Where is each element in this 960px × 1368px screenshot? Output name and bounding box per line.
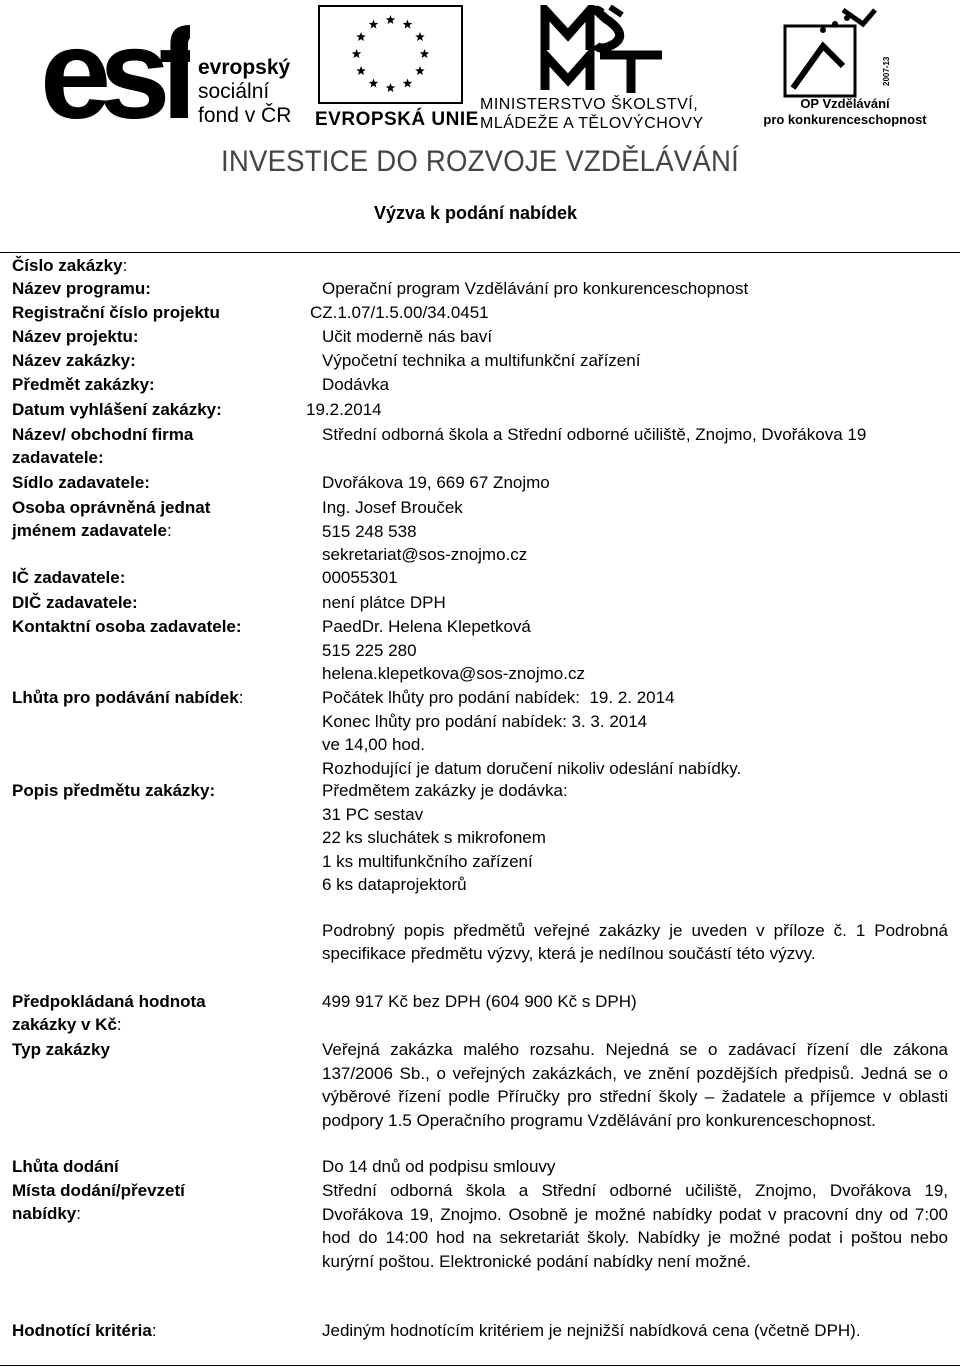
value-line: Konec lhůty pro podání nabídek: 3. 3. 2014 <box>322 711 648 731</box>
esf-line-1: evropský <box>198 56 291 79</box>
row-value: není plátce DPH <box>322 593 446 612</box>
row-value: Veřejná zakázka malého rozsahu. Nejedná se o zadávací řízení dle zákona 137/2006 Sb., o veřejných zakázkách, ve znění pozdějších předpisů. Jedná se o výběrové řízení podle Příručky pro střední školy – žadatele a příjemce v oblasti podpory 1.5 Operačního programu Vzdělávání pro konkurenceschopnost. <box>322 1040 948 1130</box>
eu-star-icon <box>369 78 379 87</box>
page-title: Výzva k podání nabídek <box>374 203 578 223</box>
value-paragraph: Podrobný popis předmětů veřejné zakázky je uveden v příloze č. 1 Podrobná specifikace předmětu výzvy, která je nedílnou součástí této výzvy. <box>322 920 948 963</box>
eu-star-icon <box>352 49 362 58</box>
value-line: Rozhodující je datum doručení nikoliv odeslání nabídky. <box>322 758 742 778</box>
row-value: Dodávka <box>322 375 390 394</box>
row-label: Typ zakázky <box>12 1040 110 1059</box>
eu-star-icon <box>403 78 413 87</box>
row-label: DIČ zadavatele: <box>12 593 138 612</box>
row-value: 00055301 <box>322 568 398 587</box>
msmt-logo-text <box>480 95 704 133</box>
eu-star-icon <box>420 49 430 58</box>
eu-star-icon <box>386 15 396 24</box>
row-label: Registrační číslo projektu <box>12 303 220 322</box>
row-label: Kontaktní osoba zadavatele: <box>12 617 242 636</box>
eu-star-icon <box>356 66 366 75</box>
row-label: Lhůta dodání <box>12 1157 119 1176</box>
row-value: 19.2.2014 <box>306 400 382 419</box>
eu-star-icon <box>386 83 396 92</box>
value-line: 6 ks dataprojektorů <box>322 875 467 894</box>
row-value: Učit moderně nás baví <box>322 327 493 346</box>
svg-text:esf: esf <box>40 10 189 130</box>
value-line: 515 248 538 <box>322 521 417 541</box>
row-label: Lhůta pro podávání nabídek: <box>12 688 244 707</box>
eu-star-icon <box>369 20 379 29</box>
row-value: Střední odborná škola a Střední odborné učiliště, Znojmo, Dvořákova 19 <box>322 425 867 444</box>
value-line: 22 ks sluchátek s mikrofonem <box>322 828 546 847</box>
row-label: Datum vyhlášení zakázky: <box>12 400 222 419</box>
eu-caption: EVROPSKÁ UNIE <box>315 109 479 130</box>
row-value: 499 917 Kč bez DPH (604 900 Kč s DPH) <box>322 992 637 1011</box>
value-line: ve 14,00 hod. <box>322 735 426 754</box>
row-value: Jediným hodnotícím kritériem je nejnižší nabídková cena (včetně DPH). <box>322 1321 861 1340</box>
row-label: Sídlo zadavatele: <box>12 473 150 492</box>
svg-text:2007-13: 2007-13 <box>882 56 891 86</box>
row-value <box>322 615 948 686</box>
op-logo-text <box>745 96 945 128</box>
row-label: Název/ obchodní firma zadavatele: <box>12 425 194 467</box>
esf-line-3: fond v ČR <box>198 104 292 127</box>
value-line: Počátek lhůty pro podání nabídek: 19. 2. 2014 <box>322 688 675 707</box>
row-label: Osoba oprávněná jednat jménem zadavatele: <box>12 498 211 540</box>
row-label: Číslo zakázky: <box>12 256 128 275</box>
value-line: Ing. Josef Brouček <box>322 498 463 517</box>
op-line-1: OP Vzdělávání <box>800 96 890 111</box>
msmt-logo-icon <box>540 5 670 95</box>
row-label: Název zakázky: <box>12 351 136 370</box>
esf-line-2: sociální <box>198 80 270 103</box>
row-value <box>322 779 948 966</box>
tagline: INVESTICE DO ROZVOJE VZDĚLÁVÁNÍ <box>221 145 739 178</box>
row-label: Místa dodání/převzetí nabídky: <box>12 1181 185 1223</box>
value-line: Předmětem zakázky je dodávka: <box>322 781 568 800</box>
row-value <box>322 686 948 780</box>
eu-star-icon <box>403 20 413 29</box>
eu-star-icon <box>415 66 425 75</box>
esf-logo-icon <box>40 10 190 130</box>
op-logo-icon <box>783 6 893 98</box>
row-label: Název programu: <box>12 279 151 298</box>
row-value: Operační program Vzdělávání pro konkurenceschopnost <box>322 279 749 298</box>
row-value: Střední odborná škola a Střední odborné učiliště, Znojmo, Dvořákova 19, Dvořákova 19, Znojmo. Osobně je možné nabídky podat v pracovní dny od 7:00 hod do 14:00 hod na sekretariát školy. Nabídky je možné podat i poštou nebo kurýrní poštou. Elektronické podání nabídky není možné. <box>322 1181 948 1271</box>
logo-band <box>0 0 960 185</box>
msmt-line-1: MINISTERSTVO ŠKOLSTVÍ, <box>480 96 699 113</box>
value-line: helena.klepetkova@sos-znojmo.cz <box>322 664 585 683</box>
row-value: Výpočetní technika a multifunkční zařízení <box>322 351 641 370</box>
esf-logo-text <box>198 56 291 128</box>
eu-star-icon <box>356 32 366 41</box>
op-line-2: pro konkurenceschopnost <box>763 112 927 127</box>
row-value <box>322 496 948 567</box>
row-label: Předpokládaná hodnota zakázky v Kč: <box>12 992 206 1034</box>
value-line: 31 PC sestav <box>322 804 424 824</box>
row-label: Název projektu: <box>12 327 139 346</box>
row-label: Hodnotící kritéria: <box>12 1321 157 1340</box>
row-label: Popis předmětu zakázky: <box>12 781 216 800</box>
value-line: sekretariat@sos-znojmo.cz <box>322 545 528 564</box>
row-value: CZ.1.07/1.5.00/34.0451 <box>310 303 489 322</box>
msmt-line-2: MLÁDEŽE A TĚLOVÝCHOVY <box>480 115 704 132</box>
document-table <box>0 252 960 1366</box>
value-line: 1 ks multifunkčního zařízení <box>322 851 533 871</box>
row-label: IČ zadavatele: <box>12 568 126 587</box>
value-line: 515 225 280 <box>322 640 417 660</box>
row-label: Předmět zakázky: <box>12 375 155 394</box>
eu-star-icon <box>415 32 425 41</box>
value-line: PaedDr. Helena Klepetková <box>322 617 531 636</box>
row-value: Dvořákova 19, 669 67 Znojmo <box>322 473 550 492</box>
row-value: Do 14 dnů od podpisu smlouvy <box>322 1157 556 1176</box>
